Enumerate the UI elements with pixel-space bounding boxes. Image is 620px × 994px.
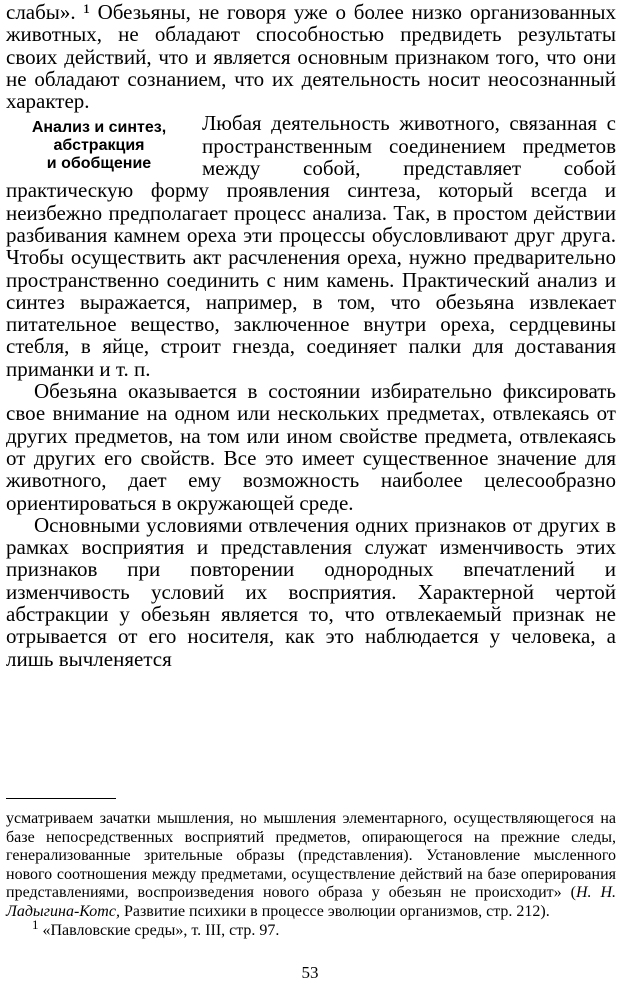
page-number: 53 xyxy=(301,963,319,982)
margin-heading-line-2: абстракция xyxy=(53,137,145,155)
footnote-author: Н. Н. Ладыгина-Котс, xyxy=(6,884,617,920)
footnote-continuation-text: усматриваем зачатки мышления, но мышления элементарного, осуществляющегося на базе непосредственных восприятий предметов, опирающегося на прежние следы, генерализованные зрительные образы (представления). Установление мысленного нового соотношения между предметами, осуществление действий на базе оперирования представлениями, воспроизведения нового образа у обезьян не происходит» ( xyxy=(6,810,616,902)
margin-heading-line-1: Анализ и синтез, xyxy=(31,119,167,137)
paragraph-2: Любая деятельность животного, связанная с пространственным соединением предметов между собой, представляет собой практическую форму проявления синтеза, который всегда и неизбежно предполагает процесс анализа. Так, в простом действии разбивания камнем ореха эти процессы обусловливают друг друга. Чтобы осуществить акт расчленения ореха, нужно предварительно пространственно соединить с ним камень. Практический анализ и синтез выражается, например, в том, что обезьяна извлекает питательное вещество, заключенное внутри ореха, сердцевины стебля, в яйце, строит гнезда, соединяет палки для доставания приманки и т. п. xyxy=(6,111,616,381)
paragraph-1: слабы». ¹ Обезьяны, не говоря уже о более низко организованных животных, не обладают способностью предвидеть результаты своих действий, что и является основным признаком того, что они не обладают сознанием, что их деятельность носит неосознанный характер. xyxy=(6,0,616,114)
margin-heading-line-3: и обобщение xyxy=(46,155,152,173)
footnote-1 xyxy=(6,916,616,941)
footnotes xyxy=(6,810,616,940)
footnote-continuation xyxy=(6,810,616,922)
paragraph-4: Основными условиями отвлечения одних признаков от других в рамках восприятия и представления служат изменчивость этих признаков при повторении однородных впечатлений и изменчивость условий их восприятия. Характерной чертой абстракции у обезьян является то, что отвлекаемый признак не отрывается от его носителя, как это наблюдается у человека, а лишь вычленяется xyxy=(6,512,616,671)
main-text xyxy=(6,1,616,670)
footnote-rule xyxy=(6,798,116,799)
margin-heading xyxy=(6,119,192,173)
footnote-1-marker: 1 xyxy=(32,916,39,932)
footnote-continuation-end: Развитие психики в процессе эволюции организмов, стр. 212). xyxy=(119,902,550,920)
paragraph-3: Обезьяна оказывается в состоянии избирательно фиксировать свое внимание на одном или нескольких предметах, отвлекаясь от других предметов, на том или ином свойстве предмета, отвлекаясь от других его свойств. Все это имеет существенное значение для животного, дает ему возможность наиболее целесообразно ориентироваться в окружающей среде. xyxy=(6,379,616,515)
footnote-1-text: «Павловские среды», т. III, стр. 97. xyxy=(38,921,280,939)
